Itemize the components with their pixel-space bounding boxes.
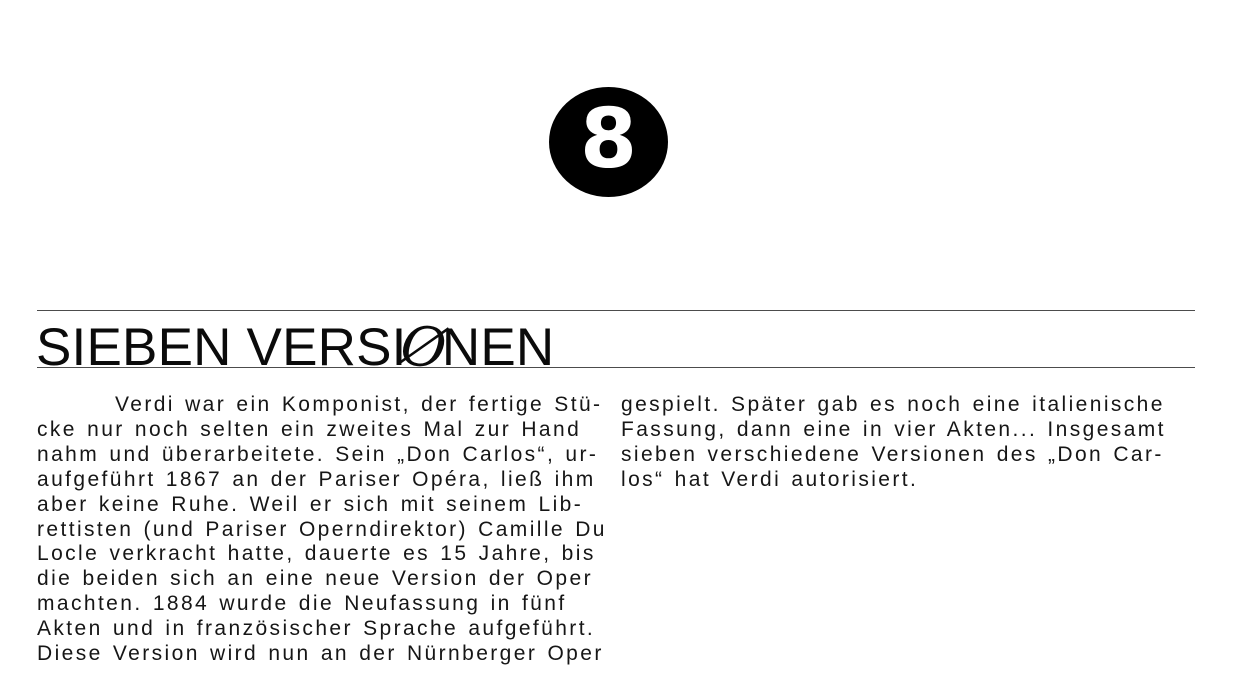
text-line: gespielt. Später gab es noch eine italienische	[621, 393, 1165, 416]
header-rule-bottom	[37, 367, 1195, 368]
chapter-number-badge	[549, 87, 668, 197]
text-line: los“ hat Verdi autorisiert.	[621, 467, 919, 491]
text-line: die beiden sich an eine neue Version der Oper	[37, 567, 593, 591]
text-line: Locle verkracht hatte, dauerte es 15 Jahre, bis	[37, 542, 596, 566]
text-line: rettisten (und Pariser Operndirektor) Camille Du	[37, 517, 607, 541]
text-column-right	[621, 393, 1166, 493]
section-title	[36, 312, 555, 382]
text-line: Verdi war ein Komponist, der fertige Stü-	[115, 393, 603, 416]
text-column-left	[37, 393, 607, 667]
text-line: sieben verschiedene Versionen des „Don Car-	[621, 442, 1164, 466]
text-line: aber keine Ruhe. Weil er sich mit seinem Lib-	[37, 492, 584, 516]
text-line: aufgeführt 1867 an der Pariser Opéra, ließ ihm	[37, 467, 596, 491]
text-line: nahm und überarbeitete. Sein „Don Carlos“, ur-	[37, 442, 599, 466]
text-line: Diese Version wird nun an der Nürnberger Oper	[37, 642, 604, 666]
text-line: machten. 1884 wurde die Neufassung in fünf	[37, 592, 567, 616]
text-line: Fassung, dann eine in vier Akten... Insgesamt	[621, 417, 1166, 441]
title-text-post: NEN	[441, 318, 555, 377]
chapter-number: 8	[579, 92, 638, 187]
header-rule-top	[37, 310, 1195, 311]
title-stylized-o: Ø	[396, 312, 450, 382]
text-line: Akten und in französischer Sprache aufgeführt.	[37, 617, 596, 641]
text-line: cke nur noch selten ein zweites Mal zur Hand	[37, 417, 582, 441]
title-text-pre: SIEBEN VERSI	[36, 318, 407, 377]
